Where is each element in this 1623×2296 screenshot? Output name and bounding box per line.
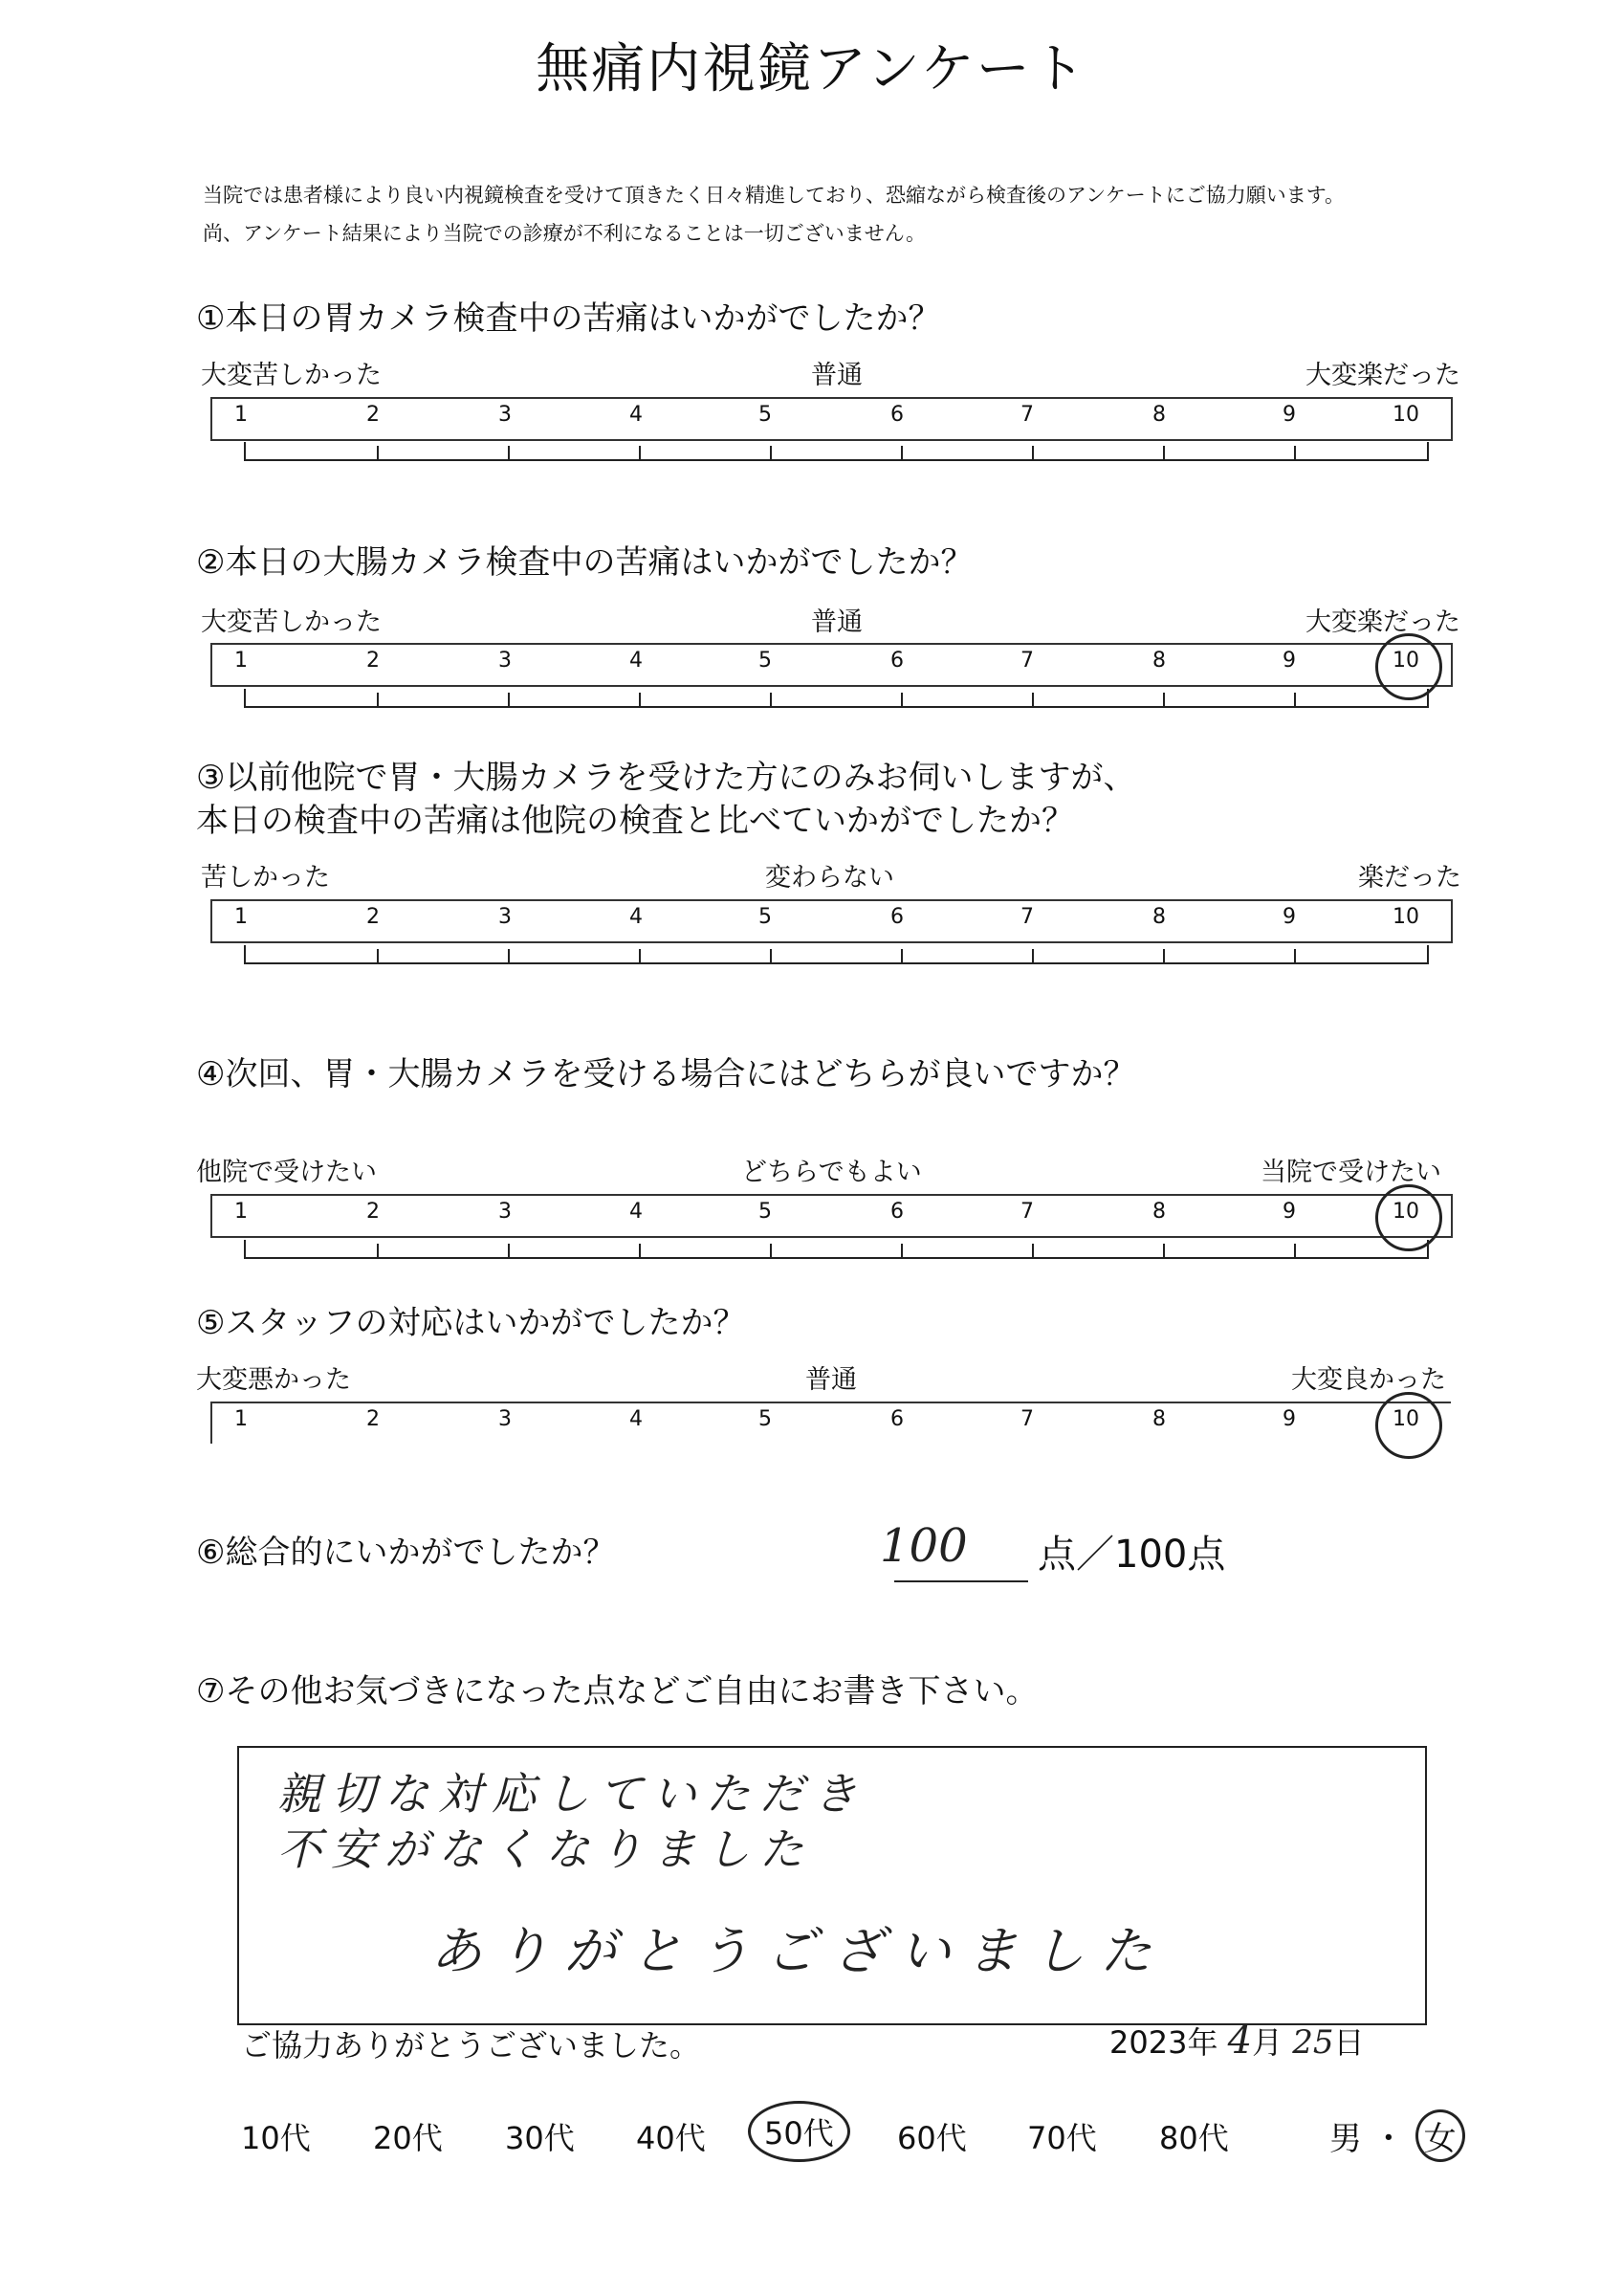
intro-line-1: 当院では患者様により良い内視鏡検査を受けて頂きたく日々精進しており、恐縮ながら検査後のアンケートにご協力願います。 bbox=[203, 184, 1346, 207]
scale-number-5[interactable]: 5 bbox=[758, 1407, 772, 1431]
ruler-tick bbox=[508, 949, 510, 962]
ruler-tick bbox=[508, 693, 510, 706]
scale-number-10[interactable]: 10 bbox=[1393, 1200, 1419, 1224]
age-option-80s[interactable]: 80代 bbox=[1159, 2120, 1229, 2156]
scale-number-2[interactable]: 2 bbox=[366, 403, 380, 427]
score-underline bbox=[894, 1580, 1028, 1582]
scale-label-left: 他院で受けたい bbox=[196, 1158, 377, 1187]
comment-line-1: 親切な対応していただき bbox=[277, 1768, 866, 1820]
date-year: 2023 bbox=[1109, 2024, 1188, 2061]
scale-number-6[interactable]: 6 bbox=[890, 403, 904, 427]
rating-scale-3[interactable] bbox=[210, 899, 1453, 943]
scale-number-6[interactable]: 6 bbox=[890, 905, 904, 929]
ruler-tick bbox=[1032, 1244, 1034, 1257]
scale-number-6[interactable]: 6 bbox=[890, 1407, 904, 1431]
scale-label-left: 大変苦しかった bbox=[201, 361, 382, 390]
scale-label-right: 大変良かった bbox=[1291, 1365, 1446, 1395]
comment-box[interactable] bbox=[237, 1746, 1427, 2025]
ruler-3 bbox=[244, 945, 1429, 964]
scale-number-6[interactable]: 6 bbox=[890, 649, 904, 673]
ruler-tick bbox=[1294, 446, 1296, 459]
ruler-tick bbox=[901, 446, 903, 459]
scale-number-7[interactable]: 7 bbox=[1020, 1407, 1034, 1431]
ruler-2 bbox=[244, 689, 1429, 708]
scale-number-5[interactable]: 5 bbox=[758, 905, 772, 929]
ruler-tick bbox=[1163, 949, 1165, 962]
scale-number-4[interactable]: 4 bbox=[629, 403, 643, 427]
ruler-tick bbox=[377, 446, 379, 459]
ruler-tick bbox=[1032, 693, 1034, 706]
scale-number-10[interactable]: 10 bbox=[1393, 905, 1419, 929]
selected-answer-circle bbox=[1375, 1184, 1442, 1251]
date-field[interactable] bbox=[1109, 2019, 1365, 2063]
ruler-tick bbox=[377, 949, 379, 962]
age-option-40s[interactable]: 40代 bbox=[636, 2120, 706, 2156]
scale-number-8[interactable]: 8 bbox=[1152, 403, 1166, 427]
scale-label-mid: 変わらない bbox=[765, 863, 894, 893]
ruler-tick bbox=[770, 949, 772, 962]
age-option-20s[interactable]: 20代 bbox=[373, 2120, 443, 2156]
scale-number-7[interactable]: 7 bbox=[1020, 1200, 1034, 1224]
age-option-50s[interactable]: 50代 bbox=[748, 2101, 850, 2162]
ruler-tick bbox=[1294, 1244, 1296, 1257]
ruler-tick bbox=[1163, 693, 1165, 706]
scale-number-8[interactable]: 8 bbox=[1152, 1407, 1166, 1431]
ruler-tick bbox=[1294, 693, 1296, 706]
scale-number-5[interactable]: 5 bbox=[758, 403, 772, 427]
ruler-tick bbox=[639, 446, 641, 459]
scale-label-left: 大変悪かった bbox=[196, 1365, 351, 1395]
scale-label-left: 大変苦しかった bbox=[201, 607, 382, 637]
scale-number-3[interactable]: 3 bbox=[498, 649, 512, 673]
scale-number-7[interactable]: 7 bbox=[1020, 403, 1034, 427]
scale-label-mid: 普通 bbox=[805, 1365, 857, 1395]
scale-label-mid: どちらでもよい bbox=[741, 1158, 922, 1187]
question-6: ⑥総合的にいかがでしたか？ bbox=[196, 1534, 616, 1572]
ruler-tick bbox=[1294, 949, 1296, 962]
score-suffix: 点／100点 bbox=[1038, 1533, 1226, 1577]
scale-number-2[interactable]: 2 bbox=[366, 1200, 380, 1224]
date-day: 25 bbox=[1292, 2023, 1334, 2062]
ruler-tick bbox=[508, 446, 510, 459]
scale-number-4[interactable]: 4 bbox=[629, 1200, 643, 1224]
scale-number-10[interactable]: 10 bbox=[1393, 403, 1419, 427]
scale-number-4[interactable]: 4 bbox=[629, 1407, 643, 1431]
scale-number-3[interactable]: 3 bbox=[498, 403, 512, 427]
ruler-tick bbox=[639, 693, 641, 706]
scale-label-right: 大変楽だった bbox=[1305, 607, 1460, 637]
scale-number-1[interactable]: 1 bbox=[234, 649, 248, 673]
scale-label-mid: 普通 bbox=[811, 607, 863, 637]
gender-selector[interactable] bbox=[1329, 2109, 1465, 2162]
scale-number-9[interactable]: 9 bbox=[1283, 1407, 1296, 1431]
scale-number-7[interactable]: 7 bbox=[1020, 649, 1034, 673]
scale-number-9[interactable]: 9 bbox=[1283, 1200, 1296, 1224]
ruler-tick bbox=[508, 1244, 510, 1257]
page-title: 無痛内視鏡アンケート bbox=[536, 38, 1087, 100]
scale-number-2[interactable]: 2 bbox=[366, 1407, 380, 1431]
ruler-tick bbox=[377, 693, 379, 706]
scale-label-mid: 普通 bbox=[811, 361, 863, 390]
question-3-line-2: 本日の検査中の苦痛は他院の検査と比べていかがでしたか？ bbox=[196, 802, 1074, 840]
ruler-tick bbox=[901, 949, 903, 962]
scale-number-9[interactable]: 9 bbox=[1283, 649, 1296, 673]
age-option-30s[interactable]: 30代 bbox=[505, 2120, 575, 2156]
scale-number-1[interactable]: 1 bbox=[234, 905, 248, 929]
scale-number-5[interactable]: 5 bbox=[758, 649, 772, 673]
ruler-4 bbox=[244, 1240, 1429, 1259]
ruler-tick bbox=[901, 1244, 903, 1257]
age-option-10s[interactable]: 10代 bbox=[241, 2120, 311, 2156]
scale-number-8[interactable]: 8 bbox=[1152, 649, 1166, 673]
scale-number-1[interactable]: 1 bbox=[234, 1407, 248, 1431]
ruler-tick bbox=[770, 1244, 772, 1257]
year-label: 年 bbox=[1187, 2024, 1218, 2061]
age-option-70s[interactable]: 70代 bbox=[1027, 2120, 1097, 2156]
ruler-tick bbox=[377, 1244, 379, 1257]
scale-number-3[interactable]: 3 bbox=[498, 1407, 512, 1431]
month-label: 月 bbox=[1252, 2024, 1283, 2061]
rating-scale-2[interactable] bbox=[210, 643, 1453, 687]
ruler-tick bbox=[1163, 1244, 1165, 1257]
scale-number-9[interactable]: 9 bbox=[1283, 403, 1296, 427]
gender-male[interactable]: 男 bbox=[1329, 2120, 1362, 2158]
scale-number-8[interactable]: 8 bbox=[1152, 905, 1166, 929]
scale-label-right: 楽だった bbox=[1358, 863, 1461, 893]
scale-number-1[interactable]: 1 bbox=[234, 403, 248, 427]
scale-number-7[interactable]: 7 bbox=[1020, 905, 1034, 929]
ruler-tick bbox=[770, 693, 772, 706]
comment-line-2: 不安がなくなりました bbox=[277, 1823, 813, 1875]
age-option-60s[interactable]: 60代 bbox=[897, 2120, 967, 2156]
scale-number-1[interactable]: 1 bbox=[234, 1200, 248, 1224]
rating-scale-1[interactable] bbox=[210, 397, 1453, 441]
question-1: ①本日の胃カメラ検査中の苦痛はいかがでしたか？ bbox=[196, 299, 941, 338]
scale-number-4[interactable]: 4 bbox=[629, 905, 643, 929]
scale-number-3[interactable]: 3 bbox=[498, 905, 512, 929]
ruler-tick bbox=[901, 693, 903, 706]
ruler-tick bbox=[1163, 446, 1165, 459]
scale-number-8[interactable]: 8 bbox=[1152, 1200, 1166, 1224]
question-2: ②本日の大腸カメラ検査中の苦痛はいかがでしたか？ bbox=[196, 543, 974, 582]
selected-answer-circle bbox=[1375, 1392, 1442, 1459]
scale-number-4[interactable]: 4 bbox=[629, 649, 643, 673]
scale-number-3[interactable]: 3 bbox=[498, 1200, 512, 1224]
scale-number-5[interactable]: 5 bbox=[758, 1200, 772, 1224]
scale-number-6[interactable]: 6 bbox=[890, 1200, 904, 1224]
ruler-1 bbox=[244, 442, 1429, 461]
day-label: 日 bbox=[1333, 2024, 1365, 2061]
gender-separator: ・ bbox=[1371, 2120, 1405, 2158]
scale-label-left: 苦しかった bbox=[201, 863, 330, 893]
gender-female[interactable]: 女 bbox=[1415, 2109, 1465, 2162]
ruler-tick bbox=[1032, 446, 1034, 459]
scale-label-right: 当院で受けたい bbox=[1261, 1158, 1441, 1187]
question-3: ③以前他院で胃・大腸カメラを受けた方にのみお伺いしますが、 bbox=[196, 759, 1136, 797]
scale-label-right: 大変楽だった bbox=[1305, 361, 1460, 390]
scale-number-9[interactable]: 9 bbox=[1283, 905, 1296, 929]
question-5: ⑤スタッフの対応はいかがでしたか？ bbox=[196, 1304, 746, 1342]
scale-number-2[interactable]: 2 bbox=[366, 905, 380, 929]
selected-answer-circle bbox=[1375, 633, 1442, 700]
date-month: 4 bbox=[1227, 2019, 1253, 2063]
ruler-tick bbox=[639, 1244, 641, 1257]
comment-line-3: ありがとうございました bbox=[430, 1921, 1167, 1981]
total-score-handwritten[interactable]: 100 bbox=[880, 1519, 968, 1573]
scale-number-10[interactable]: 10 bbox=[1393, 649, 1419, 673]
scale-number-10[interactable]: 10 bbox=[1393, 1407, 1419, 1431]
scale-number-2[interactable]: 2 bbox=[366, 649, 380, 673]
question-4: ④次回、胃・大腸カメラを受ける場合にはどちらが良いですか？ bbox=[196, 1055, 1136, 1093]
thanks-text: ご協力ありがとうございました。 bbox=[241, 2027, 701, 2064]
rating-scale-4[interactable] bbox=[210, 1194, 1453, 1238]
intro-line-2: 尚、アンケート結果により当院での診療が不利になることは一切ございません。 bbox=[203, 222, 926, 245]
ruler-tick bbox=[639, 949, 641, 962]
ruler-tick bbox=[1032, 949, 1034, 962]
question-7: ⑦その他お気づきになった点などご自由にお書き下さい。 bbox=[196, 1672, 1039, 1711]
rating-scale-5[interactable] bbox=[210, 1402, 1451, 1444]
ruler-tick bbox=[770, 446, 772, 459]
